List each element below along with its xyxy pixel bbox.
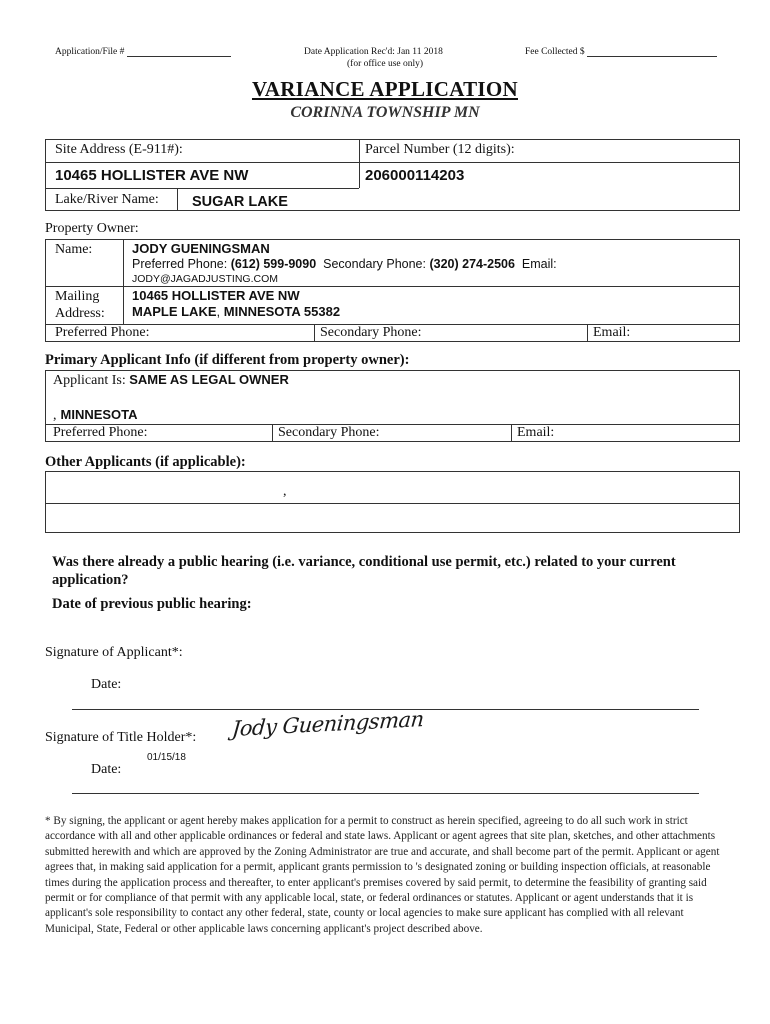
- site-address-value[interactable]: 10465 HOLLISTER AVE NW: [55, 167, 249, 184]
- parcel-number-value[interactable]: 206000114203: [365, 167, 465, 184]
- page-subtitle: CORINNA TOWNSHIP MN: [290, 104, 480, 121]
- mailing-label-line1: Mailing: [55, 289, 100, 304]
- mailing-city-sep: ,: [216, 304, 221, 319]
- lake-river-value[interactable]: SUGAR LAKE: [192, 194, 288, 210]
- owner-pref-phone-value[interactable]: (612) 599-9090: [230, 257, 317, 271]
- owner-name-value[interactable]: JODY GUENINGSMAN: [132, 241, 270, 256]
- page-title: VARIANCE APPLICATION: [251, 77, 518, 101]
- owner-email-value[interactable]: JODY@JAGADJUSTING.COM: [132, 273, 279, 285]
- other-applicants-comma: ,: [283, 484, 287, 499]
- mailing-city: MAPLE LAKE: [132, 304, 217, 319]
- owner-sec-phone-label: Secondary Phone:: [320, 325, 422, 340]
- property-owner-section-label: Property Owner:: [45, 221, 139, 236]
- applicant-pref-phone-label: Preferred Phone:: [53, 425, 148, 440]
- mailing-label-line2: Address:: [55, 306, 105, 321]
- title-holder-date-value[interactable]: 01/15/18: [147, 752, 186, 763]
- parcel-number-label: Parcel Number (12 digits):: [365, 142, 515, 157]
- applicant-is-label: Applicant Is:: [53, 373, 126, 388]
- owner-sec-phone-inline-label: Secondary Phone:: [323, 257, 426, 271]
- owner-sec-phone-value[interactable]: (320) 274-2506: [429, 257, 515, 271]
- mailing-address-line2[interactable]: [132, 304, 340, 319]
- applicant-is-value[interactable]: SAME AS LEGAL OWNER: [129, 372, 289, 387]
- owner-name-label: Name:: [55, 242, 93, 257]
- title-holder-signature-line: [72, 793, 699, 794]
- application-file-field: [55, 47, 231, 57]
- owner-contact-line: [132, 257, 557, 271]
- mailing-address-line1[interactable]: 10465 HOLLISTER AVE NW: [132, 288, 300, 303]
- application-file-label: Application/File #: [55, 47, 125, 57]
- owner-email-label: Email:: [593, 325, 631, 340]
- fee-collected-label: Fee Collected $: [525, 47, 585, 57]
- title-holder-signature-label: Signature of Title Holder*:: [45, 730, 197, 745]
- primary-applicant-section-label: Primary Applicant Info (if different from property owner):: [45, 352, 410, 368]
- applicant-state-prefix: ,: [53, 408, 57, 423]
- fee-collected-field: [525, 47, 717, 57]
- applicant-state-value[interactable]: MINNESOTA: [60, 407, 138, 422]
- applicant-signature-label: Signature of Applicant*:: [45, 645, 183, 660]
- public-hearing-question: Was there already a public hearing (i.e. variance, conditional use permit, etc.) related to your current application?: [52, 554, 676, 588]
- site-address-label: Site Address (E-911#):: [55, 142, 183, 157]
- previous-hearing-date-label: Date of previous public hearing:: [52, 596, 252, 612]
- owner-email-inline-label: Email:: [521, 257, 557, 271]
- office-use-note: (for office use only): [347, 59, 424, 69]
- applicant-is-row: [53, 372, 289, 389]
- signature-footnote: * By signing, the applicant or agent hereby makes application for a permit to construct as herein specified, agreeing to do all such work in strict accordance with all and other applicable ordinances or federal and state laws. Applicant or agent agrees that site plan, sketches, and other attachments submitted herewith and which are approved by the Zoning Administrator are true and accurate, and shall become part of the permit. Applicant or agent agrees that, in making said application for a permit, applicant grants permission to 's designated zoning or building inspection officials, at reasonable times during the application process and thereafter, to enter applicant's premises covered by said permit, to determine the feasibility of granting said permit or for compliance of that permit with any applicable local, state, or federal ordinances or statutes. Applicant or agent understands that it is applicant's sole responsibility to contact any other federal, state, county or local agencies to make sure applicant has complied with all relevant Municipal, State, Federal or other applicable laws concerning applicant's project described above.: [45, 815, 720, 935]
- title-holder-signature: Jody Gueningsman: [231, 706, 425, 742]
- title-holder-date-label: Date:: [91, 762, 122, 777]
- applicant-sec-phone-label: Secondary Phone:: [278, 425, 380, 440]
- owner-pref-phone-label: Preferred Phone:: [55, 325, 150, 340]
- fee-collected-blank: [587, 56, 717, 57]
- other-applicants-section-label: Other Applicants (if applicable):: [45, 454, 246, 470]
- primary-applicant-box: [45, 370, 740, 442]
- other-applicants-box: [45, 471, 740, 533]
- application-file-blank: [127, 56, 231, 57]
- mailing-state-zip: MINNESOTA 55382: [223, 304, 341, 319]
- lake-river-label: Lake/River Name:: [55, 192, 159, 207]
- date-received-label: Date Application Rec'd: Jan 11 2018: [304, 47, 443, 57]
- applicant-state-row: [53, 406, 138, 424]
- applicant-email-label: Email:: [517, 425, 555, 440]
- applicant-date-label: Date:: [91, 677, 122, 692]
- owner-pref-phone-inline-label: Preferred Phone:: [132, 257, 228, 271]
- site-info-box: [45, 139, 740, 211]
- property-owner-box: [45, 239, 740, 342]
